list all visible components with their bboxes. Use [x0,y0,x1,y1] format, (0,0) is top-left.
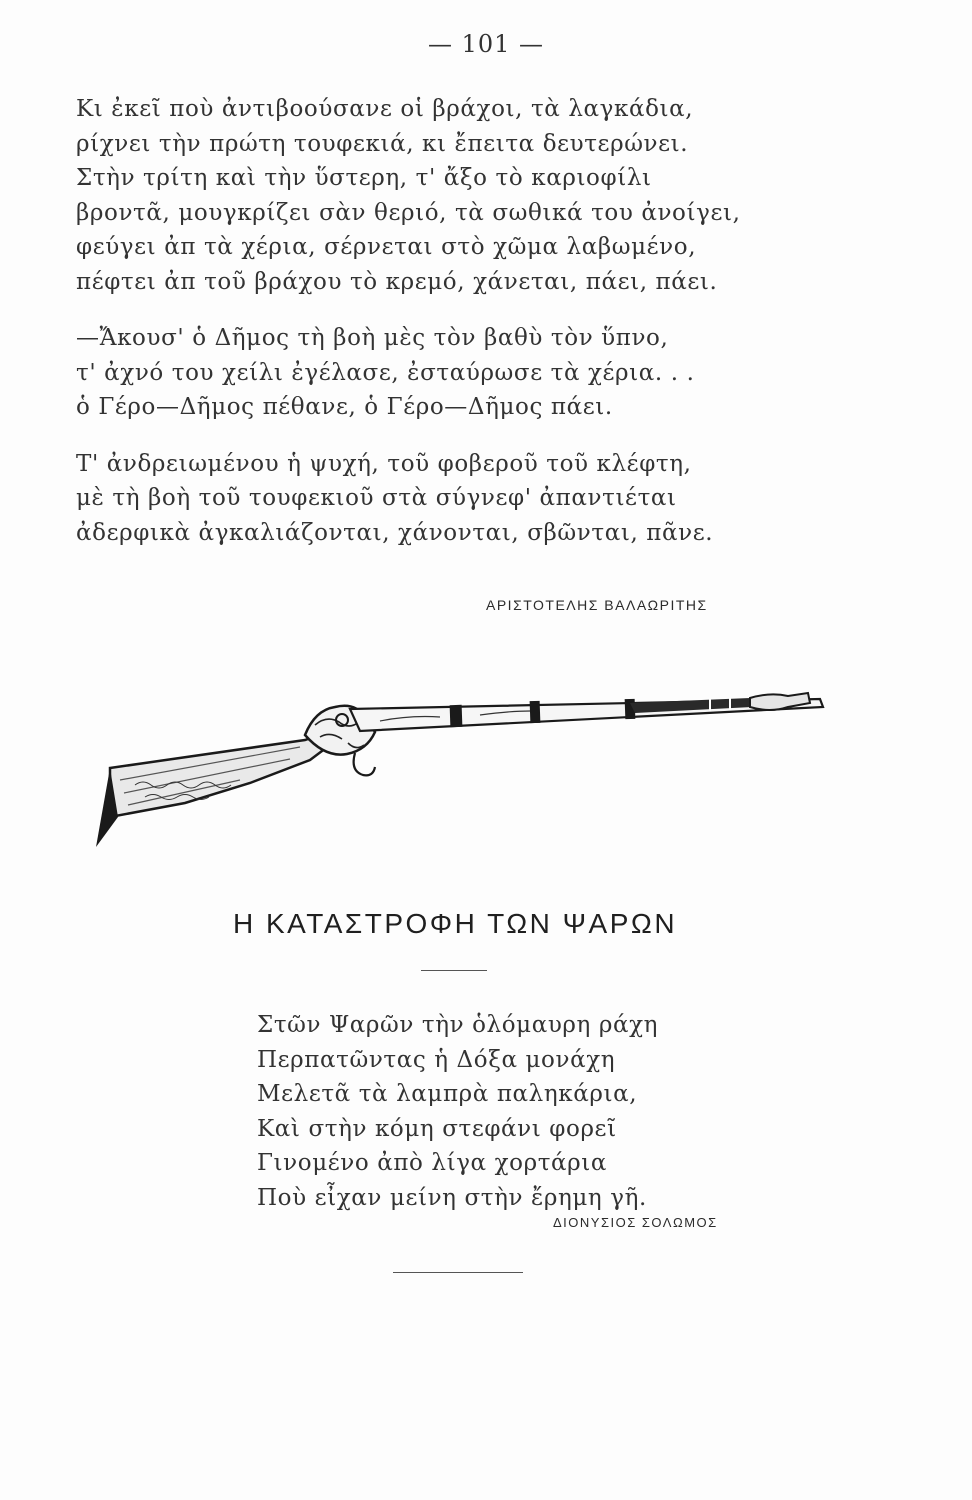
divider [421,970,487,971]
author-solomos: ΔΙΟΝΥΣΙΟΣ ΣΟΛΩΜΟΣ [553,1215,718,1230]
poem-title: Η ΚΑΤΑΣΤΡΟΦΗ ΤΩΝ ΨΑΡΩΝ [232,908,678,939]
poem-line: Στὴν τρίτη καὶ τὴν ὕστερη, τ' ἄξο τὸ καριοφίλι [76,165,652,191]
poem-line: ρίχνει τὴν πρώτη τουφεκιά, κι ἔπειτα δευτερώνει. [76,130,689,157]
poem-valaoritis [76,92,816,572]
poem-line: Περπατῶντας ἡ Δόξα μονάχη [257,1046,616,1073]
poem-solomos [257,1008,717,1215]
author-valaoritis: ΑΡΙΣΤΟΤΕΛΗΣ ΒΑΛΑΩΡΙΤΗΣ [486,597,708,613]
poem-line: πέφτει ἀπ τοῦ βράχου τὸ κρεμό, χάνεται, πάει, πάει. [76,268,718,295]
stanza-2 [76,321,816,425]
stanza-1 [76,92,816,299]
stanza-3 [76,447,816,551]
poem-line: Γινομένο ἀπὸ λίγα χορτάρια [257,1150,608,1176]
poem-line: Ποὺ εἶχαν μείνη στὴν ἔρημη γῆ. [257,1184,647,1211]
poem-line: Τ' ἀνδρειωμένου ἡ ψυχή, τοῦ φοβεροῦ τοῦ κλέφτη, [76,450,692,477]
divider [393,1272,523,1273]
poem-line: Κι ἐκεῖ ποὺ ἀντιβοούσανε οἱ βράχοι, τὰ λαγκάδια, [76,96,694,122]
poem-line: Στῶν Ψαρῶν τὴν ὁλόμαυρη ράχη [257,1012,659,1038]
poem-line: Μελετᾶ τὰ λαμπρὰ παληκάρια, [257,1081,638,1107]
poem-line: ὁ Γέρο—Δῆμος πέθανε, ὁ Γέρο—Δῆμος πάει. [76,394,613,420]
poem-line: μὲ τὴ βοὴ τοῦ τουφεκιοῦ στὰ σύγνεφ' ἀπαντιέται [76,485,677,511]
rifle-illustration [90,685,825,865]
page-number: — 101 — [427,30,545,58]
poem-line: βροντᾶ, μουγκρίζει σὰν θεριό, τὰ σωθικά του ἀνοίγει, [76,199,741,226]
poem-line: Καὶ στὴν κόμη στεφάνι φορεῖ [257,1115,617,1142]
poem-line: —Ἄκουσ' ὁ Δῆμος τὴ βοὴ μὲς τὸν βαθὺ τὸν ὕπνο, [76,325,669,351]
poem-line: ἀδερφικὰ ἀγκαλιάζονται, χάνονται, σβῶνται, πᾶνε. [76,519,714,546]
poem-line: τ' ἀχνό του χείλι ἐγέλασε, ἐσταύρωσε τὰ χέρια. . . [76,359,695,386]
poem-line: φεύγει ἀπ τὰ χέρια, σέρνεται στὸ χῶμα λαβωμένο, [76,234,697,260]
